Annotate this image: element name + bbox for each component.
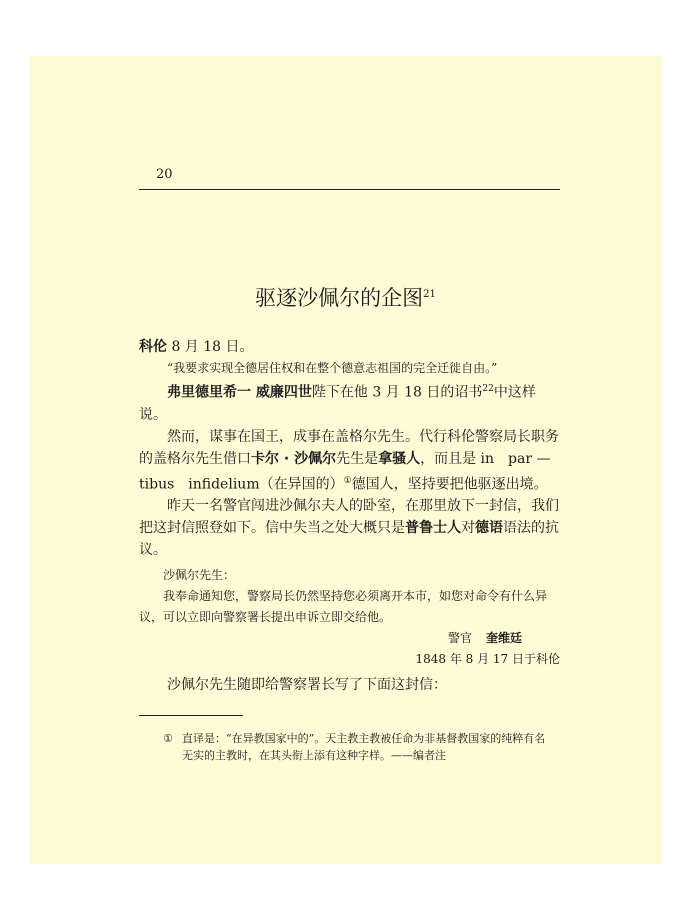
paragraph-3-text-c: 语法的抗议。	[139, 520, 559, 559]
paragraph-3	[139, 495, 560, 561]
footnote-mark: ①	[163, 732, 173, 745]
paragraph-2-text-c: ，而且是 in par — tibus infidelium（在异国的）	[139, 450, 551, 493]
paragraph-3-text-a: 昨天一名警官闯进沙佩尔夫人的卧室，在那里放下一封信，我们把这封信照登如下。信中失当之处大概只是	[139, 498, 559, 537]
letter-signer-name: 奎维廷	[485, 631, 522, 646]
footnote	[139, 730, 560, 764]
article-body	[139, 336, 560, 696]
paragraph-1-text-b: 中这样说。	[139, 384, 536, 423]
paragraph-2-text-d: 德国人，坚持要把他驱逐出境。	[351, 476, 548, 493]
edict-quote: “我要求实现全德居住权和在整个德意志祖国的完全迁徙自由。”	[167, 361, 498, 375]
paragraph-4: 沙佩尔先生随即给警察署长写了下面这封信：	[167, 677, 447, 694]
term-prussian: 普鲁士人	[405, 520, 461, 537]
paragraph-2-text-b: 先生是	[336, 450, 379, 467]
book-page	[30, 56, 661, 864]
footnote-ref-1: ①	[343, 475, 352, 486]
letter-signer	[139, 628, 560, 649]
article-title	[30, 282, 661, 312]
title-note-ref: 21	[423, 289, 436, 300]
footnote-line-2: 无实的主教时，在其头衔上添有这种字样。——编者注	[182, 749, 446, 762]
paragraph-3-text-b: 对	[461, 520, 475, 537]
person-name-schapper: 卡尔 · 沙佩尔	[251, 450, 337, 467]
dateline-place: 科伦	[139, 339, 167, 355]
term-nassau: 拿骚人	[378, 450, 421, 467]
page-number: 20	[156, 167, 173, 182]
paragraph-1-text-a: 陛下在他 3 月 18 日的诏书	[311, 384, 483, 401]
paragraph-2-text-a: 然而，谋事在国王，成事在盖格尔先生。代行科伦警察局长职务的盖格尔先生借口	[139, 428, 559, 467]
edict-note-ref: 22	[482, 384, 494, 394]
footnote-text-1: 直译是：“在异教国家中的”。天主教主教被任命为非基督教国家的纯粹有名	[182, 732, 546, 745]
letter-signer-title: 警官	[447, 631, 472, 646]
paragraph-2	[139, 426, 560, 496]
footnote-rule	[139, 715, 243, 716]
dateline	[139, 336, 560, 358]
letter-date: 1848 年 8 月 17 日于科伦	[415, 652, 560, 667]
header-rule	[139, 189, 560, 190]
quoted-letter	[139, 565, 560, 670]
title-text: 驱逐沙佩尔的企图	[255, 286, 424, 310]
footnote-line-1	[139, 730, 560, 747]
paragraph-1	[139, 378, 560, 426]
letter-salutation: 沙佩尔先生：	[163, 568, 236, 583]
term-german: 德语	[475, 520, 503, 537]
letter-body: 我奉命通知您，警察局长仍然坚持您必须离开本市，如您对命令有什么异议，可以立即向警察署长提出申诉立即交给他。	[139, 589, 548, 625]
king-name: 弗里德里希一 威廉四世	[167, 384, 312, 401]
dateline-date: 8 月 18 日。	[167, 339, 254, 355]
